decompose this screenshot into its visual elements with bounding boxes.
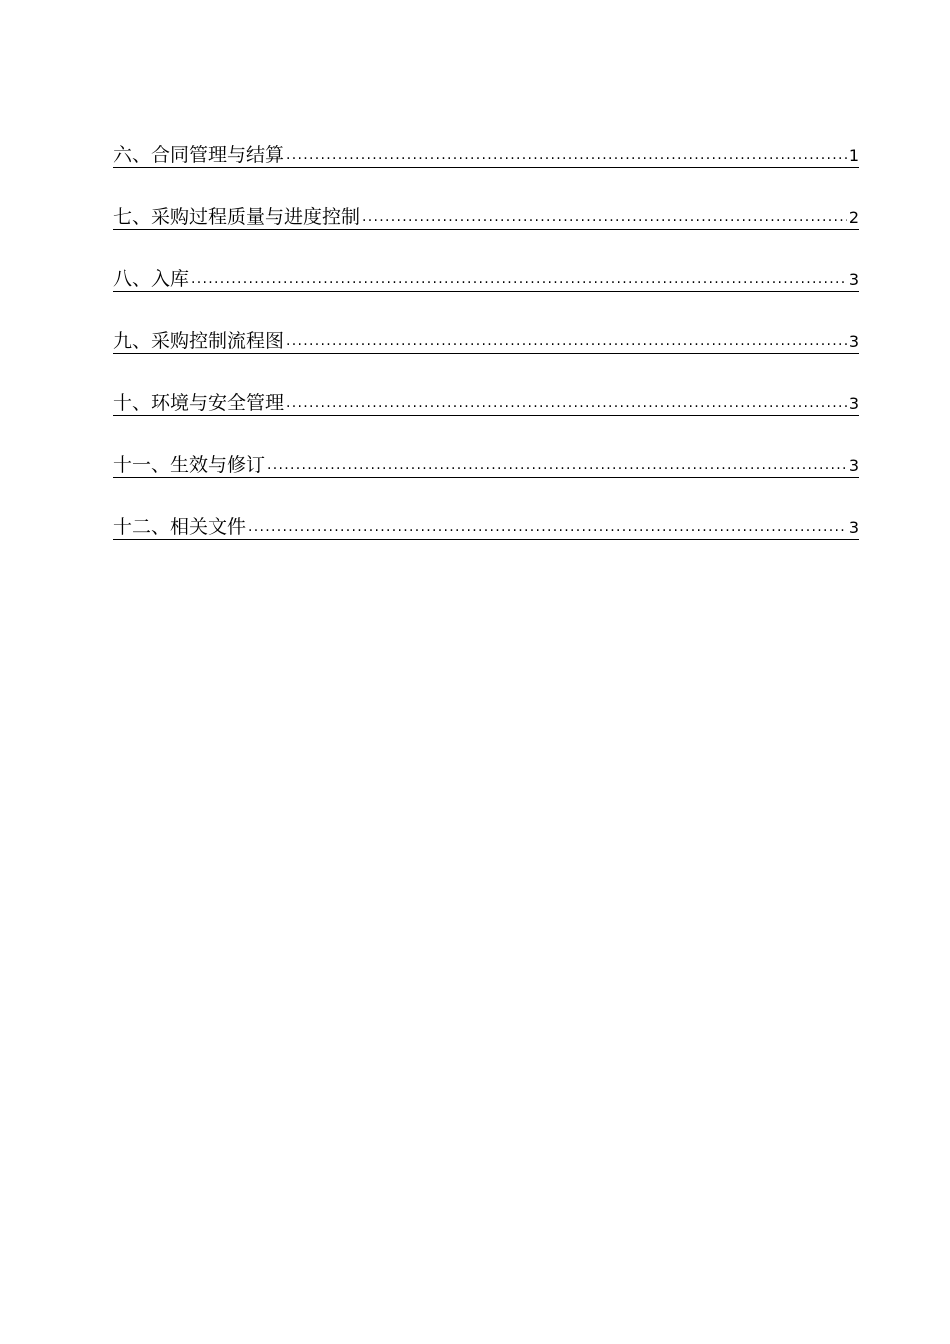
toc-entry-title: 十一、生效与修订 — [113, 454, 266, 476]
toc-page-number: 2 — [848, 208, 859, 227]
toc-dot-leader — [248, 518, 847, 536]
toc-page-number: 3 — [848, 456, 859, 475]
toc-dot-leader — [267, 456, 847, 474]
toc-entry-quality-progress-control[interactable] — [113, 168, 859, 230]
toc-entry-title: 九、采购控制流程图 — [113, 330, 285, 352]
toc-entry-environment-safety[interactable] — [113, 354, 859, 416]
toc-entry-procurement-flowchart[interactable] — [113, 292, 859, 354]
toc-page-number: 3 — [848, 270, 859, 289]
toc-entry-title: 十、环境与安全管理 — [113, 392, 285, 414]
toc-entry-effect-revision[interactable] — [113, 416, 859, 478]
toc-entry-title: 六、合同管理与结算 — [113, 144, 285, 166]
table-of-contents — [113, 140, 859, 540]
toc-entry-contract-settlement[interactable] — [113, 140, 859, 168]
toc-entry-title: 八、入库 — [113, 268, 190, 290]
toc-entry-warehousing[interactable] — [113, 230, 859, 292]
toc-dot-leader — [191, 270, 847, 288]
toc-page-number: 3 — [848, 518, 859, 537]
toc-page-number: 3 — [848, 394, 859, 413]
toc-entry-title: 十二、相关文件 — [113, 516, 247, 538]
toc-dot-leader — [286, 394, 847, 412]
toc-dot-leader — [286, 332, 847, 350]
toc-entry-related-documents[interactable] — [113, 478, 859, 540]
toc-page-number: 1 — [848, 146, 859, 165]
toc-dot-leader — [286, 146, 847, 164]
toc-entry-title: 七、采购过程质量与进度控制 — [113, 206, 361, 228]
toc-page-number: 3 — [848, 332, 859, 351]
toc-dot-leader — [362, 208, 847, 226]
